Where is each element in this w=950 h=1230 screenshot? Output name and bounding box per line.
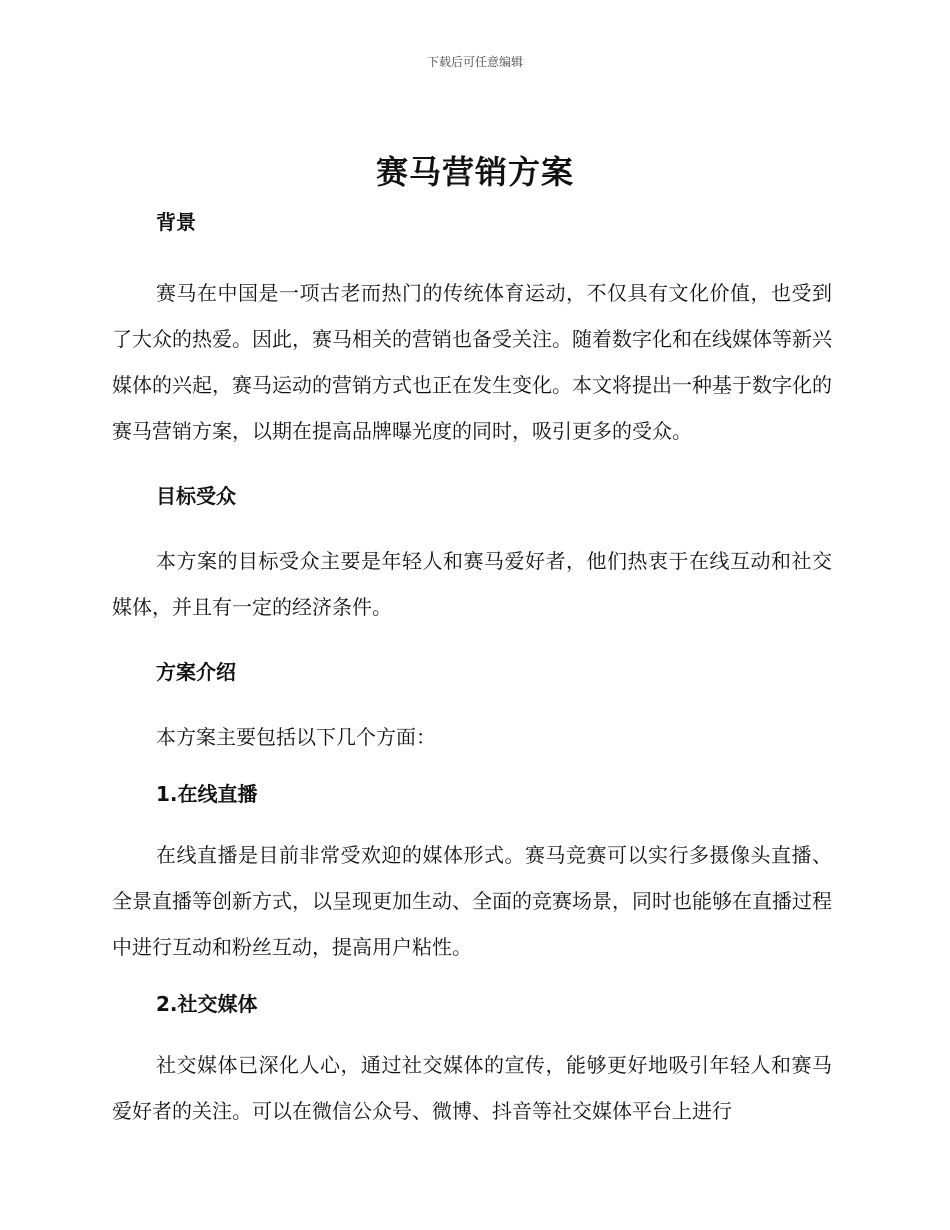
section-paragraph-plan-intro: 本方案主要包括以下几个方面： bbox=[156, 725, 436, 749]
section-heading-plan-intro: 方案介绍 bbox=[156, 660, 236, 684]
section-paragraph-background: 赛马在中国是一项古老而热门的传统体育运动，不仅具有文化价值，也受到了大众的热爱。因此，赛马相关的营销也备受关注。随着数字化和在线媒体等新兴媒体的兴起，赛马运动的营销方式也正在发生变化。本文将提出一种基于数字化的赛马营销方案，以期在提高品牌曝光度的同时，吸引更多的受众。 bbox=[112, 281, 832, 443]
document-title: 赛马营销方案 bbox=[375, 153, 574, 191]
section-heading-target-audience: 目标受众 bbox=[156, 484, 236, 508]
section-paragraph-social-media: 社交媒体已深化人心，通过社交媒体的宣传，能够更好地吸引年轻人和赛马爱好者的关注。可以在微信公众号、微博、抖音等社交媒体平台上进行 bbox=[112, 1053, 832, 1123]
section-heading-live-streaming: 1.在线直播 bbox=[156, 782, 258, 806]
header-note: 下载后可任意编辑 bbox=[426, 55, 523, 69]
document-body bbox=[112, 200, 832, 1134]
section-heading-social-media: 2.社交媒体 bbox=[156, 992, 258, 1016]
section-paragraph-live-streaming: 在线直播是目前非常受欢迎的媒体形式。赛马竞赛可以实行多摄像头直播、全景直播等创新方式，以呈现更加生动、全面的竞赛场景，同时也能够在直播过程中进行互动和粉丝互动，提高用户粘性。 bbox=[112, 843, 832, 959]
section-paragraph-target-audience: 本方案的目标受众主要是年轻人和赛马爱好者，他们热衷于在线互动和社交媒体，并且有一定的经济条件。 bbox=[112, 549, 832, 619]
section-heading-background: 背景 bbox=[156, 210, 196, 234]
